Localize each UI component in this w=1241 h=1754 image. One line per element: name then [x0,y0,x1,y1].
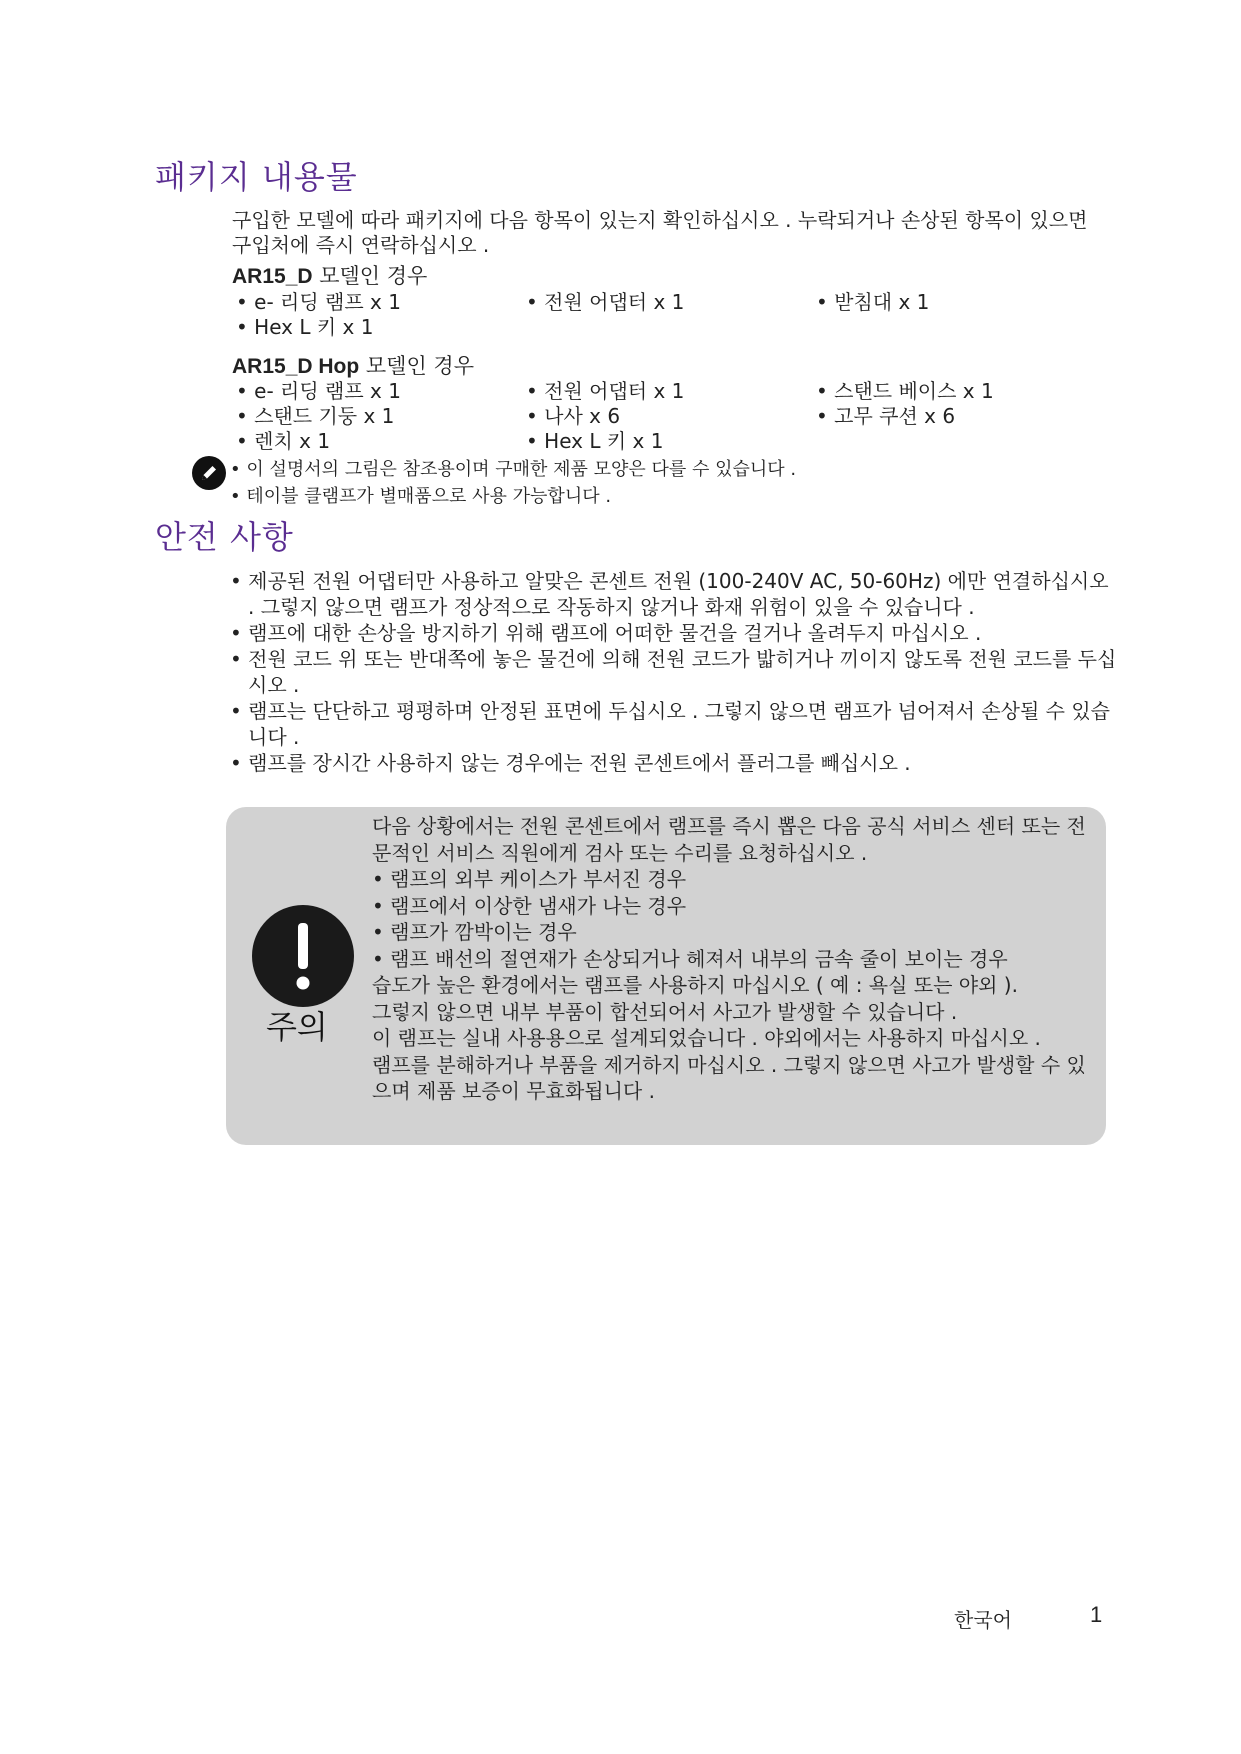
model2-item-list [236,379,1136,454]
caution-paragraph: 그렇지 않으면 내부 부품이 합선되어서 사고가 발생할 수 있습니다 . [372,999,958,1024]
caution-bullet: • 램프 배선의 절연재가 손상되거나 헤져서 내부의 금속 줄이 보이는 경우 [372,946,1102,973]
model1-suffix: 모델인 경우 [312,264,428,288]
list-item: • 전원 어댑터 x 1 [526,290,816,315]
caution-label: 주의 [266,1008,328,1046]
safety-item: • 램프는 단단하고 평평하며 안정된 표면에 두십시오 . 그렇지 않으면 램프가 넘어져서 손상될 수 있습니다 . [230,698,1120,750]
exclamation-icon [252,905,354,1007]
list-item: • e- 리딩 램프 x 1 [236,290,526,315]
model1-code: AR15_D [232,265,313,288]
safety-title: 안전 사항 [155,518,294,556]
list-item: • 고무 쿠션 x 6 [816,404,1116,429]
package-notes [230,456,796,510]
caution-bullet: • 램프가 깜박이는 경우 [372,919,1102,946]
model2-suffix: 모델인 경우 [359,354,474,378]
footer-page-number: 1 [1090,1602,1103,1627]
caution-bullet: • 램프에서 이상한 냄새가 나는 경우 [372,893,1102,920]
caution-bullet: • 램프의 외부 케이스가 부서진 경우 [372,866,1102,893]
note-item: • 테이블 클램프가 별매품으로 사용 가능합니다 . [230,483,796,510]
package-contents-title: 패키지 내용물 [155,158,358,196]
safety-item: • 전원 코드 위 또는 반대쪽에 놓은 물건에 의해 전원 코드가 밟히거나 끼이지 않도록 전원 코드를 두십시오 . [230,646,1120,698]
safety-item: • 램프에 대한 손상을 방지하기 위해 램프에 어떠한 물건을 걸거나 올려두지 마십시오 . [230,620,1120,646]
list-item: • 스탠드 베이스 x 1 [816,379,1116,404]
caution-paragraph: 이 램프는 실내 사용용으로 설계되었습니다 . 야외에서는 사용하지 마십시오 . [372,1026,1041,1050]
caution-intro: 다음 상황에서는 전원 콘센트에서 램프를 즉시 뽑은 다음 공식 서비스 센터 또는 전문적인 서비스 직원에게 검사 또는 수리를 요청하십시오 . [372,814,1086,865]
package-intro-text: 구입한 모델에 따라 패키지에 다음 항목이 있는지 확인하십시오 . 누락되거나 손상된 항목이 있으면 구입처에 즉시 연락하십시오 . [232,208,1088,257]
list-item: • Hex L 키 x 1 [236,315,526,340]
list-item: • 스탠드 기둥 x 1 [236,404,526,429]
caution-paragraph: 램프를 분해하거나 부품을 제거하지 마십시오 . 그렇지 않으면 사고가 발생할 수 있으며 제품 보증이 무효화됩니다 . [372,1052,1086,1103]
model2-code: AR15_D Hop [232,355,360,378]
note-item: • 이 설명서의 그림은 참조용이며 구매한 제품 모양은 다를 수 있습니다 . [230,456,796,483]
list-item: • 나사 x 6 [526,404,816,429]
list-item: • e- 리딩 램프 x 1 [236,379,526,404]
caution-text [372,813,1102,1105]
pencil-note-icon [192,456,226,490]
model1-heading [232,260,427,290]
list-item: • 받침대 x 1 [816,290,1116,315]
list-item: • 렌치 x 1 [236,429,526,454]
caution-paragraph: 습도가 높은 환경에서는 램프를 사용하지 마십시오 ( 예 : 욕실 또는 야외 ). [372,973,1018,997]
safety-list [230,568,1120,776]
list-item: • 전원 어댑터 x 1 [526,379,816,404]
safety-item: • 제공된 전원 어댑터만 사용하고 알맞은 콘센트 전원 (100-240V AC, 50-60Hz) 에만 연결하십시오 . 그렇지 않으면 램프가 정상적으로 작동하지 않거나 화재 위험이 있을 수 있습니다 . [230,568,1120,620]
safety-item: • 램프를 장시간 사용하지 않는 경우에는 전원 콘센트에서 플러그를 빼십시오 . [230,750,1120,776]
model2-heading [232,350,474,380]
footer-language: 한국어 [954,1608,1012,1632]
model1-item-list [236,290,1136,340]
list-item: • Hex L 키 x 1 [526,429,816,454]
